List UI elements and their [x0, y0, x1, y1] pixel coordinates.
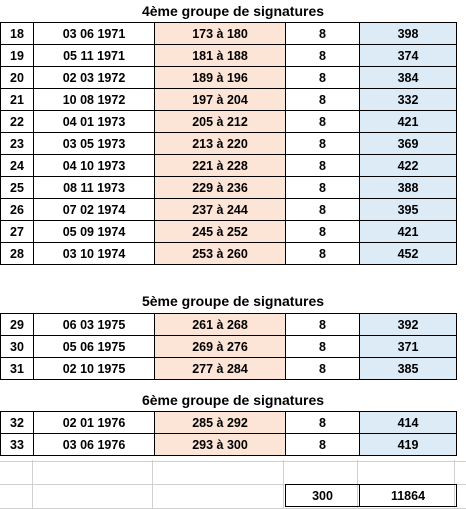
table-row — [1, 89, 457, 111]
date-cell[interactable]: 07 02 1974 — [34, 199, 155, 221]
date-cell[interactable]: 06 03 1975 — [34, 314, 155, 336]
table-row — [1, 177, 457, 199]
pages-range-cell[interactable]: 237 à 244 — [155, 199, 286, 221]
count-cell[interactable]: 8 — [286, 45, 360, 67]
row-number-cell[interactable]: 30 — [1, 336, 34, 358]
table-row — [1, 199, 457, 221]
date-cell[interactable]: 05 09 1974 — [34, 221, 155, 243]
row-number-cell[interactable]: 22 — [1, 111, 34, 133]
total-cell[interactable]: 398 — [360, 23, 457, 45]
row-number-cell[interactable]: 25 — [1, 177, 34, 199]
group-4-table — [0, 22, 457, 265]
sheet-gridline — [283, 460, 284, 509]
pages-range-cell[interactable]: 189 à 196 — [155, 67, 286, 89]
table-row — [1, 314, 457, 336]
table-row — [1, 67, 457, 89]
total-cell[interactable]: 392 — [360, 314, 457, 336]
count-cell[interactable]: 8 — [286, 412, 360, 434]
row-number-cell[interactable]: 20 — [1, 67, 34, 89]
date-cell[interactable]: 03 10 1974 — [34, 243, 155, 265]
table-row — [1, 111, 457, 133]
pages-range-cell[interactable]: 293 à 300 — [155, 434, 286, 456]
row-number-cell[interactable]: 24 — [1, 155, 34, 177]
group-6-table — [0, 411, 457, 456]
row-number-cell[interactable]: 29 — [1, 314, 34, 336]
total-cell[interactable]: 422 — [360, 155, 457, 177]
count-cell[interactable]: 8 — [286, 358, 360, 380]
pages-range-cell[interactable]: 253 à 260 — [155, 243, 286, 265]
date-cell[interactable]: 05 11 1971 — [34, 45, 155, 67]
row-number-cell[interactable]: 28 — [1, 243, 34, 265]
table-row — [1, 336, 457, 358]
date-cell[interactable]: 03 06 1976 — [34, 434, 155, 456]
total-cell[interactable]: 414 — [360, 412, 457, 434]
row-number-cell[interactable]: 26 — [1, 199, 34, 221]
row-number-cell[interactable]: 32 — [1, 412, 34, 434]
total-cell[interactable]: 371 — [360, 336, 457, 358]
row-number-cell[interactable]: 33 — [1, 434, 34, 456]
date-cell[interactable]: 08 11 1973 — [34, 177, 155, 199]
total-cell[interactable]: 388 — [360, 177, 457, 199]
group-5-title: 5ème groupe de signatures — [141, 293, 325, 309]
pages-range-cell[interactable]: 197 à 204 — [155, 89, 286, 111]
total-cell[interactable]: 395 — [360, 199, 457, 221]
pages-range-cell[interactable]: 245 à 252 — [155, 221, 286, 243]
pages-range-cell[interactable]: 205 à 212 — [155, 111, 286, 133]
table-row — [1, 243, 457, 265]
count-cell[interactable]: 8 — [286, 243, 360, 265]
table-row — [1, 434, 457, 456]
sheet-gridline — [152, 460, 153, 509]
date-cell[interactable]: 10 08 1972 — [34, 89, 155, 111]
table-row — [1, 221, 457, 243]
table-row — [1, 23, 457, 45]
group-4-title: 4ème groupe de signatures — [141, 3, 325, 19]
count-cell[interactable]: 8 — [286, 89, 360, 111]
count-cell[interactable]: 8 — [286, 221, 360, 243]
count-cell[interactable]: 8 — [286, 67, 360, 89]
count-cell[interactable]: 8 — [286, 23, 360, 45]
row-number-cell[interactable]: 31 — [1, 358, 34, 380]
count-cell[interactable]: 8 — [286, 155, 360, 177]
count-cell[interactable]: 8 — [286, 336, 360, 358]
date-cell[interactable]: 04 10 1973 — [34, 155, 155, 177]
count-cell[interactable]: 8 — [286, 199, 360, 221]
total-cell[interactable]: 452 — [360, 243, 457, 265]
totals-sum-cell[interactable]: 11864 — [360, 485, 457, 507]
total-cell[interactable]: 419 — [360, 434, 457, 456]
group-5-table — [0, 313, 457, 380]
count-cell[interactable]: 8 — [286, 111, 360, 133]
pages-range-cell[interactable]: 221 à 228 — [155, 155, 286, 177]
row-number-cell[interactable]: 21 — [1, 89, 34, 111]
total-cell[interactable]: 332 — [360, 89, 457, 111]
table-row — [1, 412, 457, 434]
count-cell[interactable]: 8 — [286, 314, 360, 336]
table-row — [1, 358, 457, 380]
pages-range-cell[interactable]: 181 à 188 — [155, 45, 286, 67]
count-cell[interactable]: 8 — [286, 133, 360, 155]
pages-range-cell[interactable]: 277 à 284 — [155, 358, 286, 380]
date-cell[interactable]: 04 01 1973 — [34, 111, 155, 133]
date-cell[interactable]: 02 10 1975 — [34, 358, 155, 380]
table-row — [1, 45, 457, 67]
totals-count-cell[interactable]: 300 — [286, 485, 360, 507]
total-cell[interactable]: 369 — [360, 133, 457, 155]
date-cell[interactable]: 02 01 1976 — [34, 412, 155, 434]
sheet-gridline — [32, 460, 33, 509]
total-cell[interactable]: 384 — [360, 67, 457, 89]
total-cell[interactable]: 385 — [360, 358, 457, 380]
pages-range-cell[interactable]: 269 à 276 — [155, 336, 286, 358]
table-row — [1, 155, 457, 177]
row-number-cell[interactable]: 18 — [1, 23, 34, 45]
row-number-cell[interactable]: 27 — [1, 221, 34, 243]
total-cell[interactable]: 421 — [360, 111, 457, 133]
date-cell[interactable]: 03 06 1971 — [34, 23, 155, 45]
row-number-cell[interactable]: 23 — [1, 133, 34, 155]
pages-range-cell[interactable]: 213 à 220 — [155, 133, 286, 155]
date-cell[interactable]: 05 06 1975 — [34, 336, 155, 358]
table-row — [1, 133, 457, 155]
pages-range-cell[interactable]: 173 à 180 — [155, 23, 286, 45]
date-cell[interactable]: 02 03 1972 — [34, 67, 155, 89]
count-cell[interactable]: 8 — [286, 177, 360, 199]
row-number-cell[interactable]: 19 — [1, 45, 34, 67]
count-cell[interactable]: 8 — [286, 434, 360, 456]
group-6-title: 6ème groupe de signatures — [141, 392, 325, 408]
pages-range-cell[interactable]: 229 à 236 — [155, 177, 286, 199]
totals-row — [285, 484, 457, 507]
date-cell[interactable]: 03 05 1973 — [34, 133, 155, 155]
pages-range-cell[interactable]: 285 à 292 — [155, 412, 286, 434]
total-cell[interactable]: 374 — [360, 45, 457, 67]
pages-range-cell[interactable]: 261 à 268 — [155, 314, 286, 336]
total-cell[interactable]: 421 — [360, 221, 457, 243]
sheet-gridline — [0, 461, 466, 462]
